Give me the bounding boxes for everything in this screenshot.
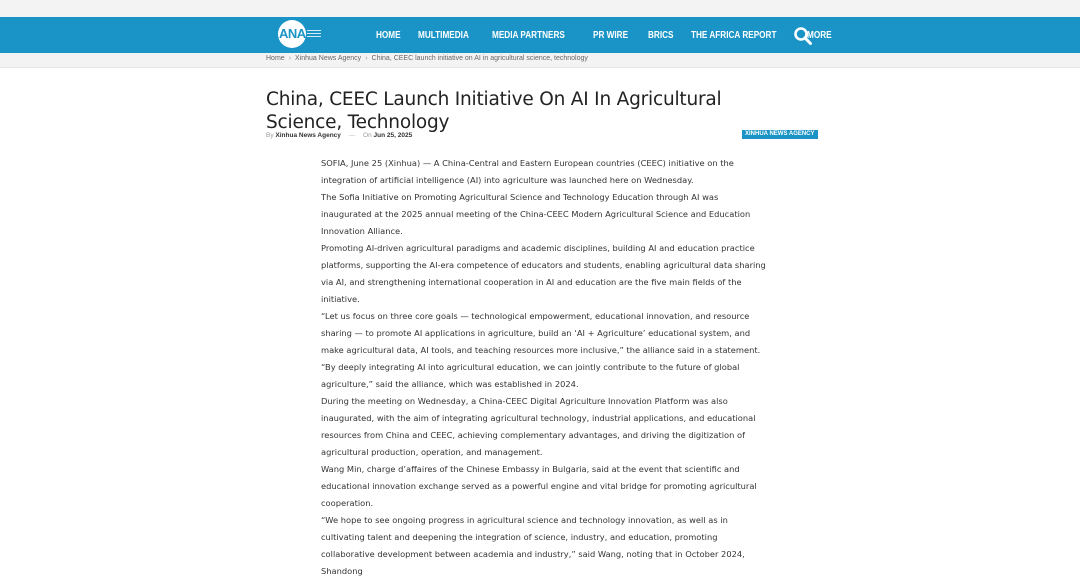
site-logo[interactable] — [278, 20, 320, 48]
breadcrumb-current: China, CEEC launch initiative on AI in agricultural science, technology — [371, 55, 588, 62]
article-paragraph: “Let us focus on three core goals — technological empowerment, educational innovation, and resource sharing — to promote AI applications in agriculture, build an ‘AI + Agriculture’ educational system, and make agricultural data, AI tools, and teaching resources more inclusive,” the alliance said in a statement. — [321, 311, 761, 355]
nav-item-brics[interactable]: BRICS — [647, 29, 674, 41]
top-strip — [0, 0, 1080, 17]
article-paragraph: During the meeting on Wednesday, a China-CEEC Digital Agriculture Innovation Platform was also inaugurated, with the aim of integrating agricultural technology, industrial applications, and educational resources from China and CEEC, achieving complementary advantages, and driving the digitization of agricultural production, operation, and management. — [321, 396, 756, 457]
nav-item-multimedia[interactable]: MULTIMEDIA — [418, 29, 469, 41]
breadcrumb-home[interactable]: Home — [266, 55, 285, 62]
breadcrumb-separator-icon: › — [288, 55, 292, 62]
breadcrumb — [266, 55, 588, 62]
article-paragraph: Promoting AI-driven agricultural paradigms and academic disciplines, building AI and education practice platforms, supporting the AI-era competence of educators and students, enabling agricultural data sharing via AI, and strengthening international cooperation in AI and education are the five main fields of the initiative. — [321, 243, 766, 304]
article-paragraph: Wang Min, charge d’affaires of the Chinese Embassy in Bulgaria, said at the event that scientific and educational innovation exchange served as a powerful engine and vital bridge for promoting agricultural cooperation. — [321, 464, 757, 508]
on-label: On — [363, 132, 372, 139]
logo-tagline-lines — [307, 28, 321, 40]
breadcrumb-section[interactable]: Xinhua News Agency — [295, 55, 362, 62]
search-icon[interactable] — [793, 26, 813, 46]
article-paragraph: “We hope to see ongoing progress in agricultural science and technology innovation, as well as in cultivating talent and deepening the integration of science, industry, and education, promoting collaborative development between academia and industry,” said Wang, noting that in October 2024, Shandong — [321, 515, 745, 576]
meta-divider: — — [348, 132, 356, 139]
article-paragraph: “By deeply integrating AI into agricultural education, we can jointly contribute to the future of global agriculture,” said the alliance, which was established in 2024. — [321, 362, 740, 389]
nav-item-more[interactable]: MORE — [807, 29, 832, 41]
nav-item-africa-report[interactable]: THE AFRICA REPORT — [690, 29, 777, 41]
nav-item-pr-wire[interactable]: PR WIRE — [592, 29, 629, 41]
nav-item-media-partners[interactable]: MEDIA PARTNERS — [492, 29, 565, 41]
logo-text: ANA — [279, 26, 306, 41]
author-link[interactable]: Xinhua News Agency — [275, 132, 341, 139]
by-label: By — [266, 132, 274, 139]
publish-date: Jun 25, 2025 — [373, 132, 413, 139]
breadcrumb-separator-icon: › — [365, 55, 368, 62]
nav-item-home[interactable]: HOME — [376, 29, 401, 41]
category-badge[interactable]: XINHUA NEWS AGENCY — [742, 130, 818, 139]
nav-menu — [376, 17, 849, 53]
article-body — [321, 155, 766, 580]
article-title: China, CEEC Launch Initiative On AI In Agricultural Science, Technology — [266, 89, 722, 134]
article-paragraph: The Sofia Initiative on Promoting Agricultural Science and Technology Education through AI was inaugurated at the 2025 annual meeting of the China-CEEC Modern Agricultural Science and Education Innovation Alliance. — [321, 192, 751, 236]
article-paragraph: SOFIA, June 25 (Xinhua) — A China-Central and Eastern European countries (CEEC) initiative on the integration of artificial intelligence (AI) into agriculture was launched here on Wednesday. — [321, 158, 734, 185]
article-meta — [266, 132, 412, 139]
